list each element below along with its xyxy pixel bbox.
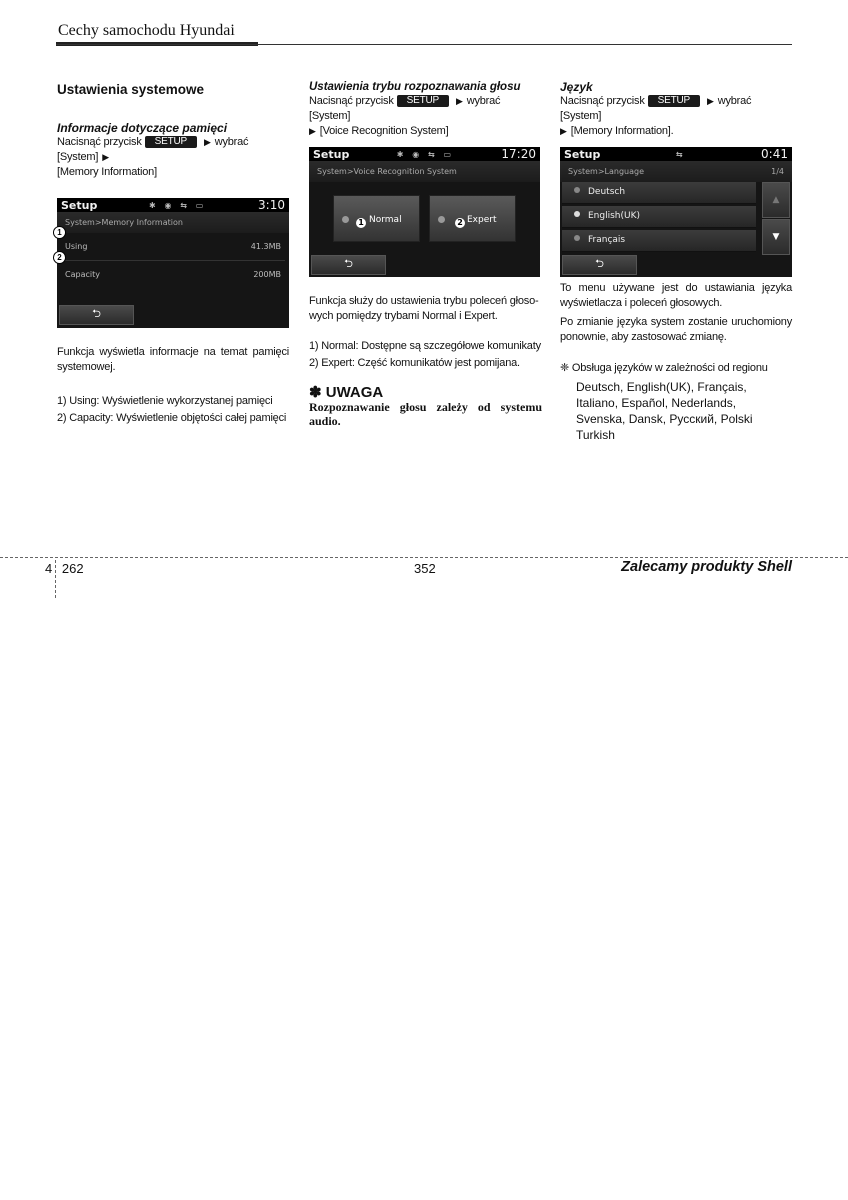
screen-status-bar	[57, 198, 289, 212]
description: Funkcja wyświetla informacje na temat pamięci systemowej.	[57, 346, 289, 373]
section-heading: Ustawienia systemowe	[57, 82, 205, 97]
screen-clock: 0:41	[761, 147, 788, 161]
screen-title: Setup	[564, 147, 601, 161]
language-screen	[560, 147, 792, 277]
column-system-settings	[57, 80, 289, 426]
page-number: 262	[61, 561, 84, 576]
description: Funkcja służy do ustawienia trybu poleceń głoso-wych pomiędzy trybami Normal i Expert.	[309, 295, 539, 322]
instruction-text: [Memory Information].	[570, 125, 674, 137]
language-label: English(UK)	[588, 211, 641, 221]
callout-2: 2	[455, 218, 465, 228]
setup-key-label: SETUP	[648, 95, 700, 107]
language-list-line: Deutsch, English(UK), Français,	[576, 380, 747, 394]
button-label: Normal	[369, 215, 402, 225]
column-voice-recognition	[309, 80, 542, 428]
scroll-up-button[interactable]	[762, 182, 790, 218]
arrow-right-icon: ▶	[455, 96, 463, 106]
memory-row-using	[57, 239, 289, 254]
back-button[interactable]: ⮌	[562, 255, 637, 275]
screen-clock: 17:20	[501, 147, 536, 161]
radio-icon	[574, 187, 580, 193]
screen-path-bar	[560, 161, 792, 182]
instruction-text: [Memory Information]	[57, 166, 157, 178]
instructions	[560, 94, 792, 139]
row-label: Using	[65, 242, 88, 251]
screen-status-bar	[560, 147, 792, 161]
setup-key-label: SETUP	[145, 136, 197, 148]
subsection-heading: Informacje dotyczące pamięci	[57, 121, 228, 135]
list-item: 2) Capacity: Wyświetlenie objętości całej pamięci	[57, 412, 287, 424]
callout-1: 1	[53, 226, 66, 239]
language-label: Français	[588, 235, 626, 245]
note-heading: ✽ UWAGA	[309, 384, 384, 401]
language-option-deutsch[interactable]	[562, 182, 756, 204]
screen-path: System>Voice Recognition System	[309, 161, 540, 182]
button-label: Expert	[467, 215, 497, 225]
row-label: Capacity	[65, 270, 100, 279]
voice-recognition-screen	[309, 147, 540, 277]
screen-path: System>Language	[568, 167, 645, 176]
note-text: Rozpoznawanie głosu zależy od systemu audio.	[309, 400, 542, 428]
back-button[interactable]: ⮌	[311, 255, 386, 275]
triangle-up-icon: ▲	[772, 195, 780, 205]
description: Po zmianie języka system zostanie uruchomiony ponownie, aby zastosować zmianę.	[560, 316, 792, 343]
arrow-right-icon: ▶	[203, 137, 211, 147]
status-icons: ✱ ◉ ⇆ ▭	[396, 149, 455, 159]
list-item: 1) Using: Wyświetlenie wykorzystanej pamięci	[57, 395, 273, 407]
instructions	[57, 135, 289, 180]
language-label: Deutsch	[588, 187, 626, 197]
footer-divider	[0, 557, 848, 558]
normal-mode-button[interactable]	[333, 195, 420, 242]
radio-icon	[574, 235, 580, 241]
section-heading: Język	[560, 80, 593, 94]
screen-title: Setup	[61, 198, 98, 212]
instruction-text: [Voice Recognition System]	[319, 125, 449, 137]
language-list-line: Turkish	[576, 428, 615, 442]
screen-path: System>Memory Information	[57, 212, 289, 233]
triangle-down-icon: ▼	[772, 232, 780, 242]
instruction-text: Nacisnąć przycisk	[560, 95, 645, 107]
callout-2: 2	[53, 251, 66, 264]
row-value: 41.3MB	[250, 242, 281, 251]
screen-title: Setup	[313, 147, 350, 161]
memory-info-screen	[57, 198, 289, 328]
list-item: 2) Expert: Część komunikatów jest pomijana.	[309, 357, 520, 369]
chapter-number: 4	[45, 561, 53, 576]
footer-tagline: Zalecamy produkty Shell	[621, 559, 792, 575]
row-divider	[61, 260, 285, 261]
back-button[interactable]: ⮌	[59, 305, 134, 325]
radio-icon	[574, 211, 580, 217]
arrow-right-icon: ▶	[560, 126, 567, 136]
description: To menu używane jest do ustawiania języka wyświetlacza i poleceń głosowych.	[560, 282, 792, 309]
region-note: ❈ Obsługa języków w zależności od regionu	[560, 362, 768, 374]
column-language	[560, 80, 792, 443]
status-icons: ✱ ◉ ⇆ ▭	[149, 200, 207, 210]
arrow-right-icon: ▶	[309, 126, 316, 136]
radio-icon	[438, 216, 445, 223]
scroll-down-button[interactable]	[762, 219, 790, 255]
instruction-text: Nacisnąć przycisk	[57, 136, 142, 148]
screen-clock: 3:10	[258, 198, 285, 212]
language-option-francais[interactable]	[562, 230, 756, 252]
language-list	[576, 379, 792, 443]
language-list-line: Italiano, Español, Nederlands,	[576, 396, 737, 410]
arrow-right-icon: ▶	[102, 152, 109, 162]
footer-page-number	[45, 561, 84, 576]
expert-mode-button[interactable]	[429, 195, 516, 242]
language-list-line: Svenska, Dansk, Русский, Polski	[576, 412, 753, 426]
arrow-right-icon: ▶	[706, 96, 714, 106]
section-heading: Ustawienia trybu rozpoznawania głosu	[309, 81, 521, 93]
setup-key-label: SETUP	[397, 95, 449, 107]
callout-1: 1	[356, 218, 366, 228]
page-indicator: 1/4	[771, 167, 784, 176]
header-rule	[56, 44, 792, 45]
row-value: 200MB	[253, 270, 281, 279]
instructions	[309, 94, 542, 139]
screen-status-bar	[309, 147, 540, 161]
instruction-text: wybrać [System]	[560, 95, 752, 122]
instruction-text: Nacisnąć przycisk	[309, 95, 394, 107]
page-header-title: Cechy samochodu Hyundai	[58, 22, 235, 39]
language-option-english[interactable]	[562, 206, 756, 228]
status-icons: ⇆	[675, 149, 686, 159]
instruction-text: wybrać [System]	[309, 95, 501, 122]
list-item: 1) Normal: Dostępne są szczegółowe komunikaty	[309, 340, 541, 352]
memory-row-capacity	[57, 267, 289, 282]
radio-icon	[342, 216, 349, 223]
instruction-text: wybrać [System]	[57, 136, 249, 163]
footer-center-number: 352	[414, 561, 436, 576]
